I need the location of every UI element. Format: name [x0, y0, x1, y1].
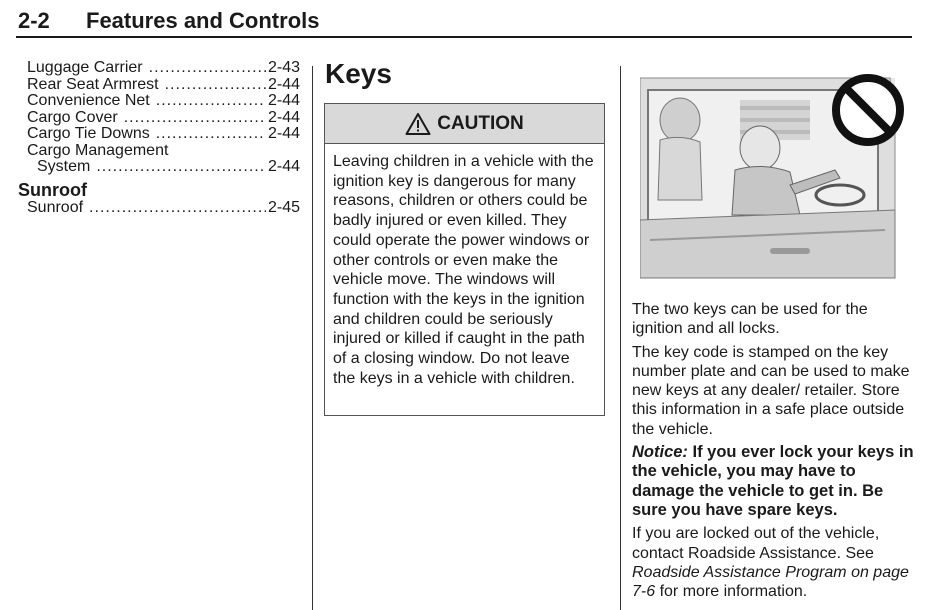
children-in-car-illustration — [640, 70, 908, 288]
toc-entry[interactable] — [18, 60, 300, 77]
paragraph: The two keys can be used for the ignition and all locks. — [632, 301, 868, 338]
cross-reference-link[interactable]: Roadside Assistance Program on page 7-6 — [632, 563, 909, 601]
toc-entry[interactable] — [18, 93, 300, 110]
page-number: 2-2 — [18, 8, 50, 33]
toc-leader — [96, 159, 266, 176]
toc-entry-page: 2-44 — [267, 75, 300, 93]
toc-entry-page: 2-44 — [267, 158, 300, 175]
toc-entry-page: 2-43 — [267, 59, 300, 76]
toc-entry-label: Cargo Tie Downs — [27, 125, 150, 142]
caution-label: CAUTION — [437, 112, 524, 134]
paragraph: The key code is stamped on the key number plate and can be used to make new keys at any dealer/ retailer. Store this information in a safe place outside the vehicle. — [632, 343, 910, 438]
toc-leader — [165, 77, 266, 94]
toc-entry-label: Convenience Net — [27, 92, 150, 109]
toc-leader — [89, 200, 266, 217]
section-title: Features and Controls — [86, 8, 320, 33]
column-divider — [312, 66, 313, 610]
column-divider — [620, 66, 621, 610]
paragraph — [632, 524, 917, 601]
toc-entry-label: System — [37, 158, 91, 175]
toc-entry-label[interactable]: Cargo Management — [27, 141, 169, 159]
toc-entry-label: Cargo Cover — [27, 108, 118, 126]
caution-header — [325, 104, 604, 144]
toc-entry[interactable] — [18, 110, 300, 127]
paragraph-text: If you are locked out of the vehicle, contact Roadside Assistance. See — [632, 525, 880, 562]
paragraph-text: for more information. — [655, 583, 808, 601]
toc-entry-label: Luggage Carrier — [27, 59, 143, 76]
toc-entry[interactable] — [18, 126, 300, 143]
toc-leader — [156, 126, 266, 143]
notice-label: Notice: — [632, 443, 688, 462]
keys-heading: Keys — [325, 58, 392, 89]
caution-text: Leaving children in a vehicle with the ignition key is dangerous for many reasons, children or others could be badly injured or even killed. They could operate the power windows or other controls or even make the vehicle move. The windows will function with the keys in the ignition and children could be seriously injured or killed if caught in the path of a closing window. Do not leave the keys in a vehicle with children. — [333, 153, 594, 387]
toc-leader — [124, 110, 266, 127]
toc-entry-page: 2-44 — [267, 92, 300, 109]
toc-entry-label: Rear Seat Armrest — [27, 75, 159, 93]
page-header — [16, 6, 912, 38]
caution-box — [324, 103, 605, 416]
keys-description — [632, 300, 917, 605]
table-of-contents — [18, 60, 300, 216]
toc-entry-page: 2-44 — [267, 108, 300, 126]
toc-entry-page: 2-45 — [267, 198, 300, 216]
toc-entry-label: Sunroof — [27, 198, 84, 216]
toc-entry[interactable] — [18, 159, 300, 176]
toc-section-heading: Sunroof — [18, 179, 87, 200]
notice-text: If you ever lock your keys in the vehicle, you may have to damage the vehicle to get in. Be sure you have spare keys. — [632, 443, 914, 519]
no-symbol-icon — [836, 78, 900, 142]
toc-leader — [156, 93, 266, 110]
toc-entry-page: 2-44 — [267, 125, 300, 142]
toc-leader — [149, 60, 266, 77]
toc-entry[interactable] — [18, 77, 300, 94]
notice-paragraph — [632, 443, 917, 520]
warning-triangle-icon — [405, 112, 431, 136]
toc-entry[interactable] — [18, 200, 300, 217]
